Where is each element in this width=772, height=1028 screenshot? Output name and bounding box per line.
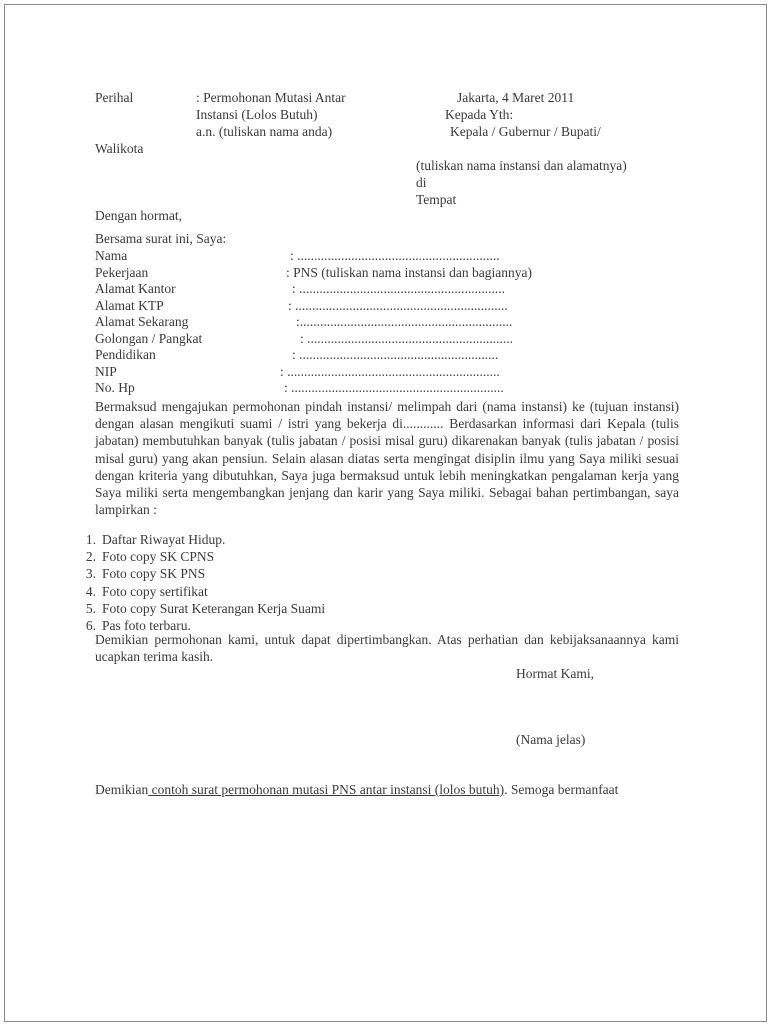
field-value: : ........................................................... bbox=[292, 347, 499, 362]
field-label: Pendidikan bbox=[95, 347, 156, 362]
list-item bbox=[78, 583, 658, 600]
list-item-number: 6. bbox=[85, 617, 96, 633]
list-item bbox=[78, 565, 658, 582]
field-row bbox=[95, 298, 655, 315]
field-value: : ............................................................... bbox=[280, 363, 500, 379]
list-item-label: Foto copy SK PNS bbox=[102, 566, 206, 582]
field-label: Nama bbox=[95, 248, 128, 263]
footer-lead: Demikian bbox=[95, 782, 149, 797]
list-item-number: 3. bbox=[85, 566, 96, 582]
field-value: : ............................................................. bbox=[300, 330, 514, 346]
field-value: : ............................................................... bbox=[284, 380, 504, 395]
field-label: NIP bbox=[95, 363, 117, 379]
footer-note bbox=[95, 781, 655, 798]
list-item bbox=[78, 600, 658, 617]
closing-paragraph: Demikian permohonan kami, untuk dapat dipertimbangkan. Atas perhatian dan kebijaksanaannya kami ucapkan terima kasih. bbox=[95, 632, 679, 665]
list-item-number: 1. bbox=[85, 532, 96, 547]
footer-underlined-text: contoh surat permohonan mutasi PNS antar instansi (lolos butuh) bbox=[148, 782, 505, 797]
field-label: Pekerjaan bbox=[95, 264, 149, 280]
subject-line-3: a.n. (tuliskan nama anda) bbox=[196, 124, 333, 139]
field-row bbox=[95, 380, 655, 397]
field-value: : ............................................................ bbox=[290, 248, 500, 263]
list-item-label: Daftar Riwayat Hidup. bbox=[102, 532, 226, 547]
footer-tail: . Semoga bermanfaat bbox=[504, 782, 619, 797]
list-item bbox=[78, 548, 658, 565]
field-label: Alamat Kantor bbox=[95, 281, 176, 296]
subject-line-2: Instansi (Lolos Butuh) bbox=[196, 107, 318, 122]
body-paragraph: Bermaksud mengajukan permohonan pindah instansi/ melimpah dari (nama instansi) ke (tujuan instansi) dengan alasan mengikuti suami / istri yang bekerja di............ Berdasarkan informasi dari Kepala (tulis jabatan) membutuhkan banyak (tulis jabatan / posisi misal guru) dikarenakan banyak (tulis jabatan / posisi misal guru) yang akan pensiun. Selain alasan diatas serta mengingat disiplin ilmu yang Saya miliki sesuai dengan kriteria yang dibutuhkan, Saya juga bermaksud untuk lebih meningkatkan pengalaman kerja yang Saya miliki serta mengembangkan jenjang dan karir yang Saya miliki. Sebagai bahan pertimbangan, saya lampirkan : bbox=[95, 399, 679, 518]
signature-name-placeholder: (Nama jelas) bbox=[516, 732, 586, 747]
greeting: Dengan hormat, bbox=[95, 208, 182, 223]
subject-line-1: : Permohonan Mutasi Antar bbox=[196, 90, 346, 105]
field-row bbox=[95, 331, 655, 348]
field-label: No. Hp bbox=[95, 380, 135, 395]
field-row bbox=[95, 248, 655, 265]
subject-label: Perihal bbox=[95, 90, 134, 105]
field-value: : ............................................................... bbox=[288, 297, 508, 313]
recipient-place: Tempat bbox=[416, 192, 457, 207]
recipient-title: Kepala / Gubernur / Bupati/ bbox=[450, 124, 601, 139]
field-row bbox=[95, 265, 655, 282]
field-label: Alamat Sekarang bbox=[95, 314, 189, 329]
field-row bbox=[95, 314, 655, 331]
list-item-label: Foto copy SK CPNS bbox=[102, 549, 215, 565]
recipient-at: di bbox=[416, 175, 427, 190]
subject-line-4: Walikota bbox=[95, 141, 144, 156]
list-item-number: 5. bbox=[85, 600, 96, 616]
list-item-number: 4. bbox=[85, 583, 96, 599]
list-item bbox=[78, 531, 658, 548]
list-item-label: Pas foto terbaru. bbox=[102, 617, 191, 633]
list-item-label: Foto copy Surat Keterangan Kerja Suami bbox=[102, 600, 326, 616]
field-label: Golongan / Pangkat bbox=[95, 330, 203, 346]
intro-line: Bersama surat ini, Saya: bbox=[95, 231, 227, 246]
list-item-label: Foto copy sertifikat bbox=[102, 583, 208, 599]
field-label: Alamat KTP bbox=[95, 297, 164, 313]
field-row bbox=[95, 347, 655, 364]
recipient-address: (tuliskan nama instansi dan alamatnya) bbox=[416, 158, 627, 173]
field-value: : PNS (tuliskan nama instansi dan bagiannya) bbox=[286, 264, 532, 280]
signoff: Hormat Kami, bbox=[516, 666, 594, 681]
field-row bbox=[95, 364, 655, 381]
attachment-list bbox=[78, 531, 658, 634]
field-row bbox=[95, 281, 655, 298]
place-date: Jakarta, 4 Maret 2011 bbox=[457, 90, 575, 105]
list-item-number: 2. bbox=[85, 549, 96, 565]
recipient-label: Kepada Yth: bbox=[445, 107, 514, 122]
field-value: : ............................................................. bbox=[292, 281, 506, 296]
field-value: :............................................................... bbox=[296, 314, 513, 329]
